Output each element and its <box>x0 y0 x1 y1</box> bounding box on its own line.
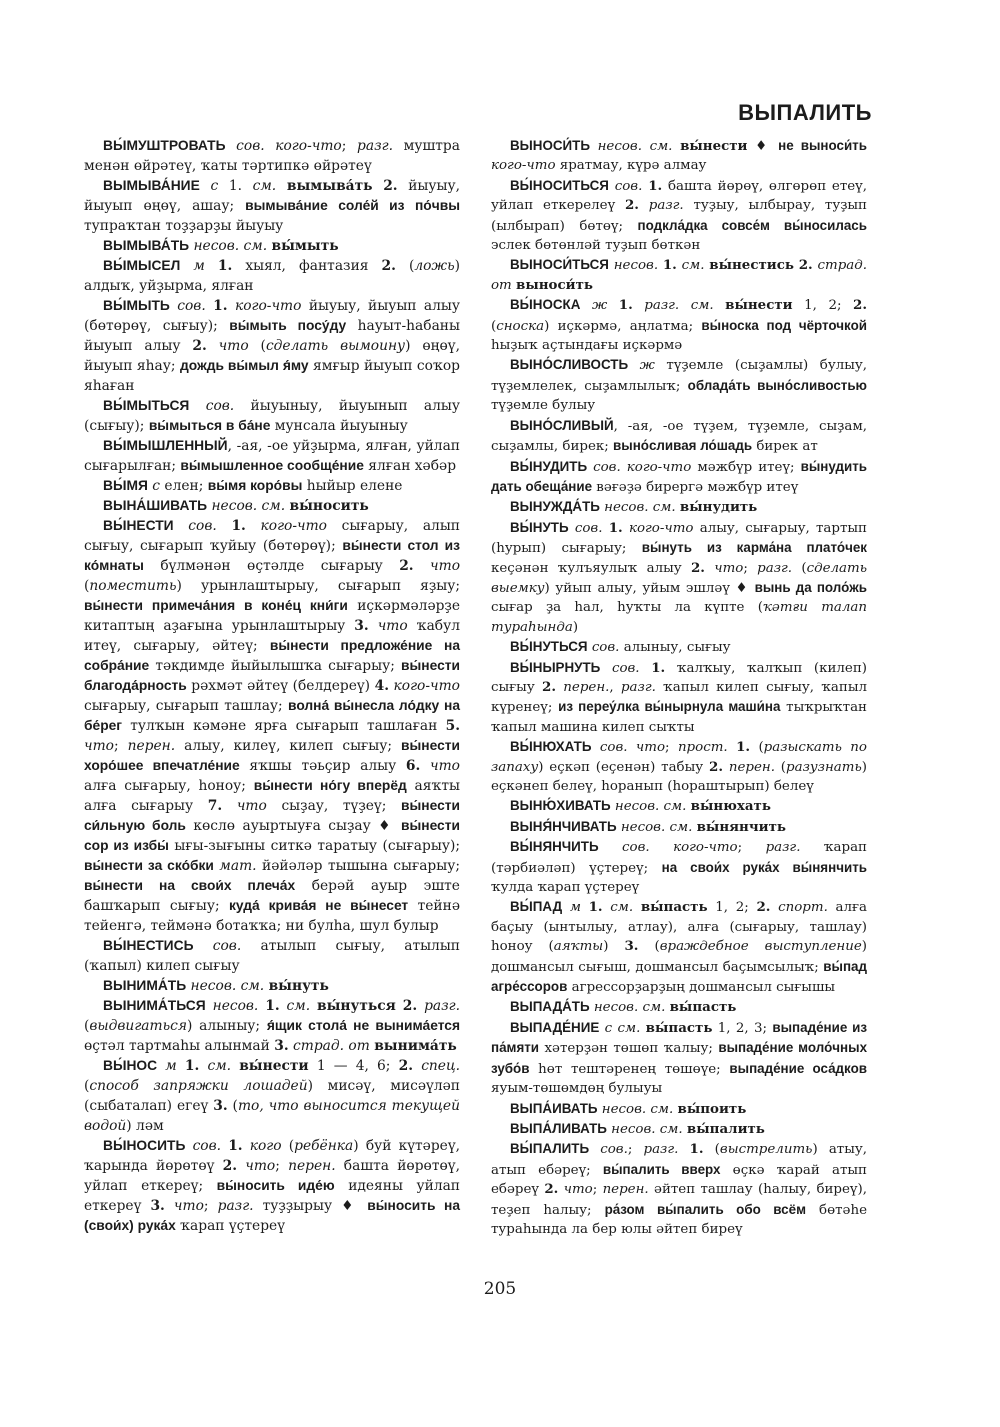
dictionary-entry: ВЫ́НЕСТИ сов. 1. кого-что сығарыу, алып сығыу, сығарып ҡуйыу (бөтөрөү); вы́нести стол из ко́мнаты бүлмәнән өҫтәлде сығарыу 2. что (поместить) урынлаштырыу, сығарып яҙыу; вы́нести примеча́ния в коне́ц кни́ги иҫкәрмәләрҙе китаптың аҙағына урынлаштырыу 3. что ҡабул итеү, сығарыу, әйтеү; вы́нести предложе́ние на собра́ние тәкдимде йыйылышҡа сығарыу; вы́нести благода́рность рәхмәт әйтеү (белдереү) 4. кого-что сығарыу, сығарып ташлау; волна́ вы́несла ло́дку на бе́рег тулҡын кәмәне ярға сығарып ташлаған 5. что; перен. алыу, килеү, килеп сығыу; вы́нести хоро́шее впечатле́ние яҡшы тәьҫир алыу 6. что алға сығарыу, һоноу; вы́нести но́гу вперёд аяҡты алға сығарыу 7. что сыҙау, түҙеү; вы́нести си́льную боль көслө ауыртыуға сыҙау ♦ вы́нести сор из избы́ ығы-зығыны ситкә таратыу (сығарыу); вы́нести за ско́бки мат. йәйәләр тышына сығарыу; вы́нести на свои́х плеча́х берәй ауыр эште башҡарып сығыу; куда́ крива́я не вы́несет тейнә тейенгә, теймәнә ботаҡҡа; ни булһа, шул булыр <box>84 518 461 934</box>
dictionary-entry: ВЫ́МЫТЬ сов. 1. кого-что йыуыу, йыуып алыу (бөтөрөү, сығыу); вы́мыть посу́ду һауыт-һабаны йыуып алыу 2. что (сделать вымоину) өңөү, йыуып яһау; дождь вы́мыл я́му ямғыр йыуып соҡор яһаған <box>84 298 461 394</box>
dictionary-entry: ВЫПА́ИВАТЬ несов. см. вы́поить <box>510 1100 747 1117</box>
running-head: ВЫПАЛИТЬ <box>738 100 872 125</box>
dictionary-entry: ВЫ́НОСИТЬСЯ сов. 1. башта йөрөү, өлгөрөп етеү, уйлап еткерелеү 2. разг. туҙыу, ылбырау, туҙып (ылбырап) бөтөү; подкла́дка совсе́м вы́носилась эслек бөтөнләй туҙып бөткән <box>491 177 867 254</box>
dictionary-entry: ВЫ́МЯ с елен; вы́мя коро́вы һыйыр елене <box>103 478 403 494</box>
dictionary-entry: ВЫ́НЯНЧИТЬ сов. кого-что; разг. ҡарап (тәрбиәләп) үҫтереү; на свои́х рука́х вы́нянчить ҡулда ҡарап үҫтереү <box>491 839 867 896</box>
dictionary-entry: ВЫМЫВА́ТЬ несов. см. вы́мыть <box>103 238 339 254</box>
dictionary-entry: ВЫ́ПАЛИТЬ сов.; разг. 1. (выстрелить) атыу, атып ебәреү; вы́палить вверх өҫкә ҡарай атып ебәреү 2. что; перен. әйтеп ташлау (һалыу, биреү), теҙеп һалыу; ра́зом вы́палить обо всём бөтәһе тураһында ла бер юлы әйтеп биреү <box>491 1141 868 1237</box>
dictionary-entry: ВЫ́НОС м 1. см. вы́нести 1 — 4, 6; 2. спец. (способ запряжки лошадей) мисәү, мисәүләп (сыбаталап) егеү 3. (то, что выносится текущей водой) ләм <box>84 1058 460 1134</box>
dictionary-entry: ВЫПАДА́ТЬ несов. см. вы́пасть <box>510 999 737 1016</box>
dictionary-entry: ВЫПА́ЛИВАТЬ несов. см. вы́палить <box>510 1120 765 1137</box>
dictionary-entry: ВЫ́НОСИТЬ сов. 1. кого (ребёнка) буй күтәреү, ҡарында йөрөтөү 2. что; перен. башта йөрөтөү, уйлап еткереү; вы́носить иде́ю идеяны уйлап еткереү 3. что; разг. туҙҙырыу ♦ вы́носить на (свои́х) рука́х ҡарап үҫтереү <box>84 1138 461 1234</box>
dictionary-entry: ВЫ́НОСКА ж 1. разг. см. вы́нести 1, 2; 2. (сноска) иҫкәрмә, аңлатма; вы́носка под чёрточкой һыҙыҡ аҫтындағы иҫкәрмә <box>491 297 868 354</box>
dictionary-entry: ВЫНУЖДА́ТЬ несов. см. вы́нудить <box>510 499 758 516</box>
dictionary-entry: ВЫНЮ́ХИВАТЬ несов. см. вы́нюхать <box>510 798 771 815</box>
dictionary-entry: ВЫ́ПАД м 1. см. вы́пасть 1, 2; 2. спорт. алға баҫыу (ынтылыу, атлау), алға (сығарыу, ташлау) һоноу (аяҡты) 3. (враждебное выступление) дошмансыл сығыш, дошмансыл баҫымсылыҡ; вы́пад агре́ссоров агрессорҙарҙың дошмансыл сығышы <box>491 899 868 996</box>
dictionary-entry: ВЫНОСИ́ТЬ несов. см. вы́нести ♦ не выноси́ть кого-что яратмау, күрә алмау <box>491 138 867 174</box>
dictionary-entry: ВЫНО́СЛИВЫЙ, -ая, -ое түҙем, түҙемле, сыҙам, сыҙамлы, бирек; выно́сливая ло́шадь бирек ат <box>491 417 867 455</box>
dictionary-entry: ВЫ́НУТЬСЯ сов. алыныу, сығыу <box>510 639 731 656</box>
dictionary-entry: ВЫНИМА́ТЬ несов. см. вы́нуть <box>103 978 329 994</box>
dictionary-entry: ВЫНЯ́НЧИВАТЬ несов. см. вы́нянчить <box>510 818 786 835</box>
dictionary-entry: ВЫ́МЫСЕЛ м 1. хыял, фантазия 2. (ложь) алдыҡ, уйҙырма, ялған <box>84 258 461 294</box>
column-left <box>84 136 460 1236</box>
dictionary-entry: ВЫ́НЫРНУТЬ сов. 1. ҡалҡыу, ҡалҡып (килеп) сығыу 2. перен., разг. ҡапыл килеп сығыу, ҡапыл күренеү; из переу́лка вы́нырнула маши́на тыҡрыҡтан ҡапыл машина килеп сыҡты <box>491 659 867 735</box>
dictionary-entry: ВЫНА́ШИВАТЬ несов. см. вы́носить <box>103 498 369 514</box>
dictionary-entry: ВЫНОСИ́ТЬСЯ несов. 1. см. вы́нестись 2. страд. от выноси́ть <box>491 257 867 293</box>
dictionary-entry: ВЫНИМА́ТЬСЯ несов. 1. см. вы́нуться 2. разг. (выдвигаться) алыныу; я́щик стола́ не вынима́ется өҫтәл тартмаһы алынмай 3. страд. от вынима́ть <box>84 998 461 1054</box>
page-number: 205 <box>483 1279 517 1299</box>
dictionary-entry: ВЫ́МЫТЬСЯ сов. йыуыныу, йыуынып алыу (сығыу); вы́мыться в ба́не мунсала йыуыныу <box>84 398 460 434</box>
dictionary-entry: ВЫ́НЕСТИСЬ сов. атылып сығыу, атылып (ҡапыл) килеп сығыу <box>84 938 460 974</box>
dictionary-entry: ВЫ́МЫШЛЕННЫЙ, -ая, -ое уйҙырма, ялған, уйлап сығарылған; вы́мышленное сообще́ние ялған хәбәр <box>84 438 460 474</box>
dictionary-entry: ВЫПАДЕ́НИЕ с см. вы́пасть 1, 2, 3; выпаде́ние из па́мяти хәтерҙән төшөп ҡалыу; выпаде́ние моло́чных зубо́в һөт тештәренең төшөүе; выпаде́ние оса́дков яуым-төшөмдөң булыуы <box>491 1019 868 1097</box>
dictionary-entry: ВЫ́НЮХАТЬ сов. что; прост. 1. (разыскать по запаху) еҫкәп (еҫенән) табыу 2. перен. (разузнать) еҫкәнеп белеү, һоранып (һораштырып) белеү <box>491 739 867 794</box>
dictionary-entry: ВЫ́НУДИТЬ сов. кого-что мәжбүр итеү; вы́нудить дать обеща́ние вәғәҙә бирергә мәжбүр итеү <box>491 458 867 495</box>
column-right <box>491 136 867 1239</box>
dictionary-entry: ВЫ́НУТЬ сов. 1. кого-что алыу, сығарыу, тартып (һурып) сығарыу; вы́нуть из карма́на плато́чек кеҫәнән ҡулъяулыҡ алыу 2. что; разг. (сделать выемку) уйып алыу, уйым эшләү ♦ вынь да поло́жь сығар ҙа һал, һуҡты ла күпте (ҡәтғи талап тураһында) <box>491 519 868 635</box>
dictionary-entry: ВЫНО́СЛИВОСТЬ ж түҙемле (сыҙамлы) булыу, түҙемлелек, сыҙамлылыҡ; облада́ть выно́сливостью түҙемле булыу <box>491 357 867 414</box>
dictionary-entry: ВЫ́МУШТРОВАТЬ сов. кого-что; разг. муштра менән өйрәтеү, ҡаты тәртипкә өйрәтеү <box>84 138 460 174</box>
dictionary-entry: ВЫМЫВА́НИЕ с 1. см. вымыва́ть 2. йыуыу, йыуып өңөү, ашау; вымыва́ние соле́й из по́чвы тупраҡтан тоҙҙарҙы йыуыу <box>84 178 461 234</box>
